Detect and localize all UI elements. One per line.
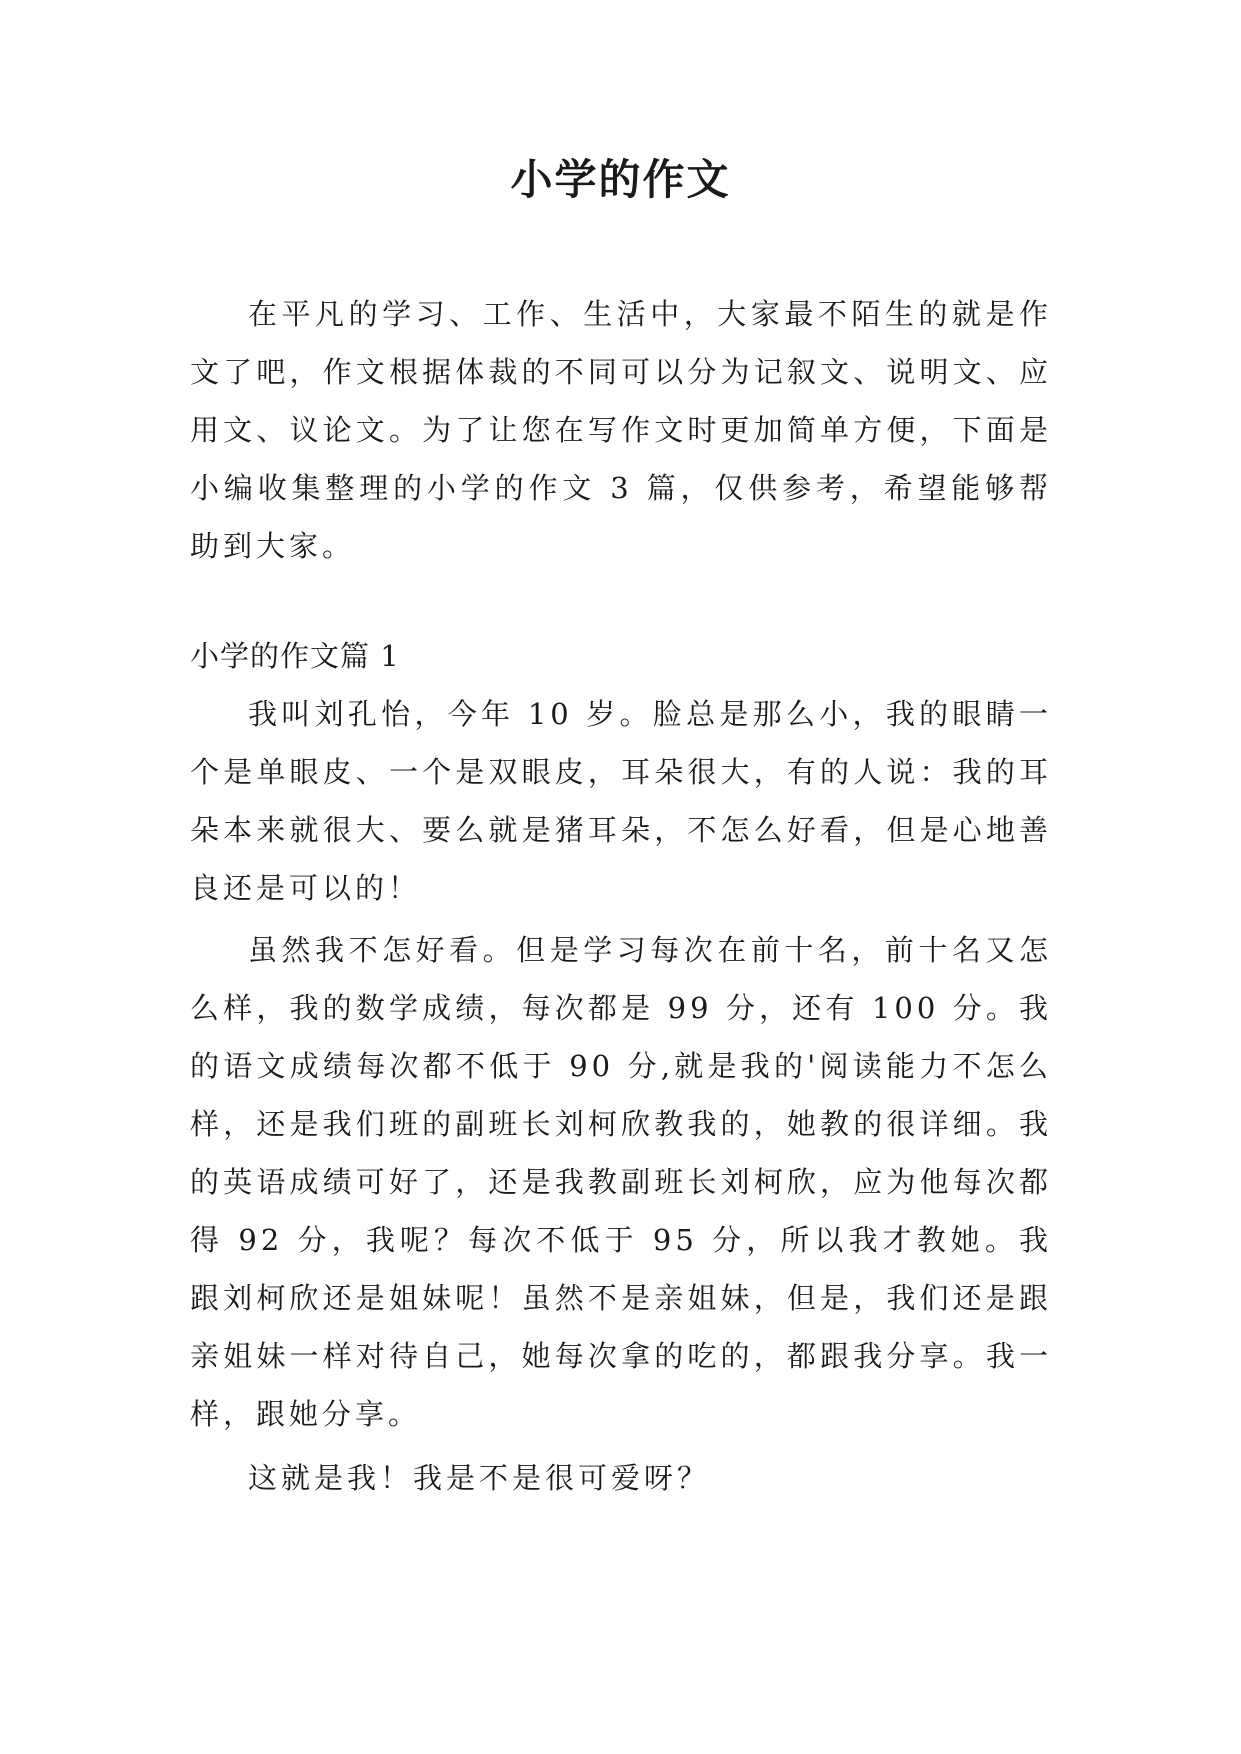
essay-paragraph-3: 这就是我！我是不是很可爱呀？ — [248, 1461, 711, 1495]
document-body — [190, 285, 1052, 1507]
essay-paragraph-1: 我叫刘孔怡，今年 10 岁。脸总是那么小，我的眼睛一个是单眼皮、一个是双眼皮，耳朵很大，有的人说：我的耳朵本来就很大、要么就是猪耳朵，不怎么好看，但是心地善良还是可以的！ — [190, 697, 1052, 905]
intro-paragraph: 在平凡的学习、工作、生活中，大家最不陌生的就是作文了吧，作文根据体裁的不同可以分为记叙文、说明文、应用文、议论文。为了让您在写作文时更加简单方便，下面是小编收集整理的小学的作文 3 篇，仅供参考，希望能够帮助到大家。 — [190, 297, 1052, 563]
section-heading-title: 小学的作文 — [190, 639, 341, 673]
section-heading — [190, 627, 1052, 685]
section-heading-number: 篇 1 — [340, 639, 400, 673]
document-title: 小学的作文 — [510, 155, 731, 204]
essay-body — [190, 685, 1052, 1507]
essay-paragraph-2: 虽然我不怎好看。但是学习每次在前十名，前十名又怎么样，我的数学成绩，每次都是 99 分，还有 100 分。我的语文成绩每次都不低于 90 分,就是我的'阅读能力不怎么样，还是我们班的副班长刘柯欣教我的，她教的很详细。我的英语成绩可好了，还是我教副班长刘柯欣，应为他每次都得 92 分，我呢？每次不低于 95 分，所以我才教她。我跟刘柯欣还是姐妹呢！虽然不是亲姐妹，但是，我们还是跟亲姐妹一样对待自己，她每次拿的吃的，都跟我分享。我一样，跟她分享。 — [190, 933, 1052, 1431]
